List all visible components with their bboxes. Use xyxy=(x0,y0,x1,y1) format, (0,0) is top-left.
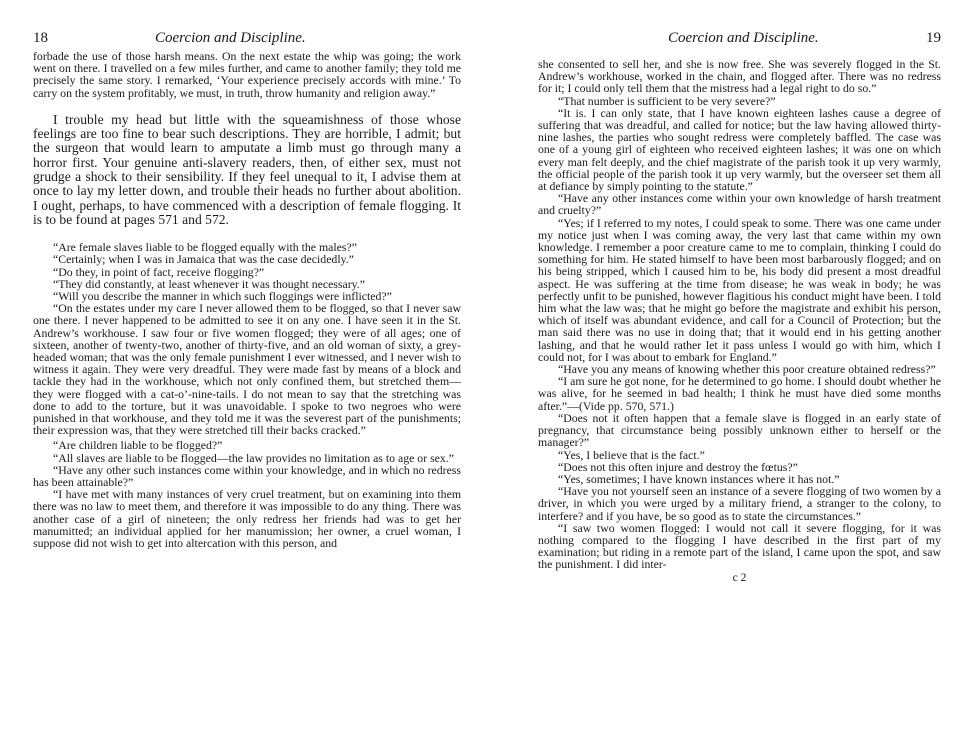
paragraph: she consented to sell her, and she is now free. She was severely flogged in the St. Andrew’s workhouse, worked in the chain, and flogged after. There was no redress for it; I could only tell them that the mistress had a legal right to do so.” xyxy=(538,57,941,96)
paragraph: “I have met with many instances of very cruel treatment, but on examining into them there was no law to meet them, and therefore it was impossible to do any thing. There was another case of a girl of nineteen; the only redress her friends had was to get her manumitted; an individual applied for her manumission; her owner, a cruel woman, I suppose did not wish to get into altercation with this person, and xyxy=(33,487,461,550)
paragraph: “Certainly; when I was in Jamaica that was the case decidedly.” xyxy=(53,252,354,267)
signature-mark: c 2 xyxy=(732,571,747,584)
paragraph: “On the estates under my care I never allowed them to be flogged, so that I never saw one there. I never happened to be admitted to see it on any one. I have seen it in the St. Andrew’s workhouse. I saw four or five women flogged; they were of all ages; one of sixteen, another of twenty-two, another of thirty-five, and an old woman of sixty, a grey-headed woman; that was the only female punishment I ever witnessed, and I never wish to witness it again. They were very dreadful. They were made fast by means of a block and tackle they had in the workhouse, which not only confined them, but stretched them—they were flogged with a cat-o’-nine-tails. I do not mean to say that the stretching was done to add to the torture, but it was unavoidable. I spoke to two negroes who were punished in that workhouse, and they told me it was the severest part of the punishments; their expression was, that they were stretched till their backs cracked.” xyxy=(33,301,461,438)
paragraph: “Are children liable to be flogged?” xyxy=(53,438,223,453)
left-page-header xyxy=(33,30,461,50)
paragraph: “That number is sufficient to be very severe?” xyxy=(558,93,776,108)
left-page xyxy=(33,30,461,549)
paragraph: “Have any other instances come within your own knowledge of harsh treatment and cruelty?” xyxy=(538,191,941,218)
right-running-title: Coercion and Discipline. xyxy=(668,30,819,46)
paragraph: “Yes; if I referred to my notes, I could speak to some. There was one came under my notice just when I was coming away, the very last that came within my own knowledge. I remember a poor creature came to me to complain, thinking I could do something for him. He stated himself to have been most barbarously flogged; and on his being stripped, which I caused him to be, his body did present a most dreadful aspect. He was suffering at the time from disease; he was weak in body; he was perfectly unfit to be punished, however flagitious his conduct might have been. I told him what the law was; that he might go before the magistrate and exhibit his person, which of itself was abundant evidence, and call for a Council of Protection; but the man said there was no use in doing that; that it would end in his getting another lashing, and that he would rather let it pass unless I would go with him, which I could not, for I was about to embark for England.” xyxy=(538,215,941,364)
paragraph: “I saw two women flogged: I would not call it severe flogging, for it was nothing compared to the flogging I have described in the first part of my examination; but riding in a remote part of the island, I came upon the spot, and saw the punishment. I did inter- xyxy=(538,520,941,572)
paragraph: “Have you not yourself seen an instance of a severe flogging of two women by a driver, in which you were urged by a military friend, a stranger to the colony, to interfere? and if you have, be so good as to state the circumstances.” xyxy=(538,484,941,523)
paragraph: “Will you describe the manner in which such floggings were inflicted?” xyxy=(53,289,392,303)
paragraph: “They did constantly, at least whenever it was thought necessary.” xyxy=(53,276,365,291)
right-page-header xyxy=(538,30,941,50)
paragraph: “Yes, I believe that is the fact.” xyxy=(558,447,705,462)
right-page-number: 19 xyxy=(926,30,941,46)
paragraph: “Have you any means of knowing whether this poor creature obtained redress?” xyxy=(558,362,936,377)
paragraph: forbade the use of those harsh means. On the next estate the whip was going; the work went on there. I travelled on a few miles further, and came to another family; they told me precisely the same story. I remarked, ‘Your experience precisely accords with mine.’ To carry on the system profitably, we must, in truth, throw humanity and religion away.” xyxy=(33,49,461,100)
paragraph: “It is. I can only state, that I have known eighteen lashes cause a degree of suffering that was dreadful, and called for notice; but the law having allowed thirty-nine lashes, the parties who sought redress were completely baffled. The case was one of a young girl of eighteen who received eighteen lashes; it was one on which every man felt deeply, and the chief magistrate of the parish took it up very warmly, the official people of the parish took it up very warmly, but the overseer set them all at defiance by simply pointing to the statute.” xyxy=(538,105,941,194)
paragraph: “Does not this often injure and destroy the fœtus?” xyxy=(558,459,798,474)
left-running-title: Coercion and Discipline. xyxy=(155,30,306,46)
paragraph: “Are female slaves liable to be flogged equally with the males?” xyxy=(53,240,357,255)
paragraph: “I am sure he got none, for he determined to go home. I should doubt whether he was alive, for he seemed in bad health; I think he must have died some months after.”—(Vide pp. 570, 571.) xyxy=(538,374,941,413)
right-page xyxy=(538,30,941,584)
paragraph: “Does not it often happen that a female slave is flogged in an early state of pregnancy, that circumstance being possibly unknown either to herself or the manager?” xyxy=(538,410,941,450)
left-page-number: 18 xyxy=(33,30,48,46)
paragraph: I trouble my head but little with the squeamishness of those whose feelings are too fine to bear such descriptions. They are horrible, I admit; but the surgeon that would learn to amputate a limb must go through many a horror first. Your genuine anti-slavery readers, then, of either sex, must not grudge a shock to their sensibility. If they feel unequal to it, I advise them at once to lay my letter down, and trouble their heads no further about abolition. I ought, perhaps, to have commenced with a description of female flogging. It is to be found at pages 571 and 572. xyxy=(33,111,461,227)
paragraph: “Yes, sometimes; I have known instances where it has not.” xyxy=(558,471,840,486)
paragraph: “Do they, in point of fact, receive flogging?” xyxy=(53,264,265,279)
paragraph: “Have any other such instances come within your knowledge, and in which no redress has been attainable?” xyxy=(33,462,461,490)
paragraph: “All slaves are liable to be flogged—the law provides no limitation as to age or sex.” xyxy=(53,450,454,465)
